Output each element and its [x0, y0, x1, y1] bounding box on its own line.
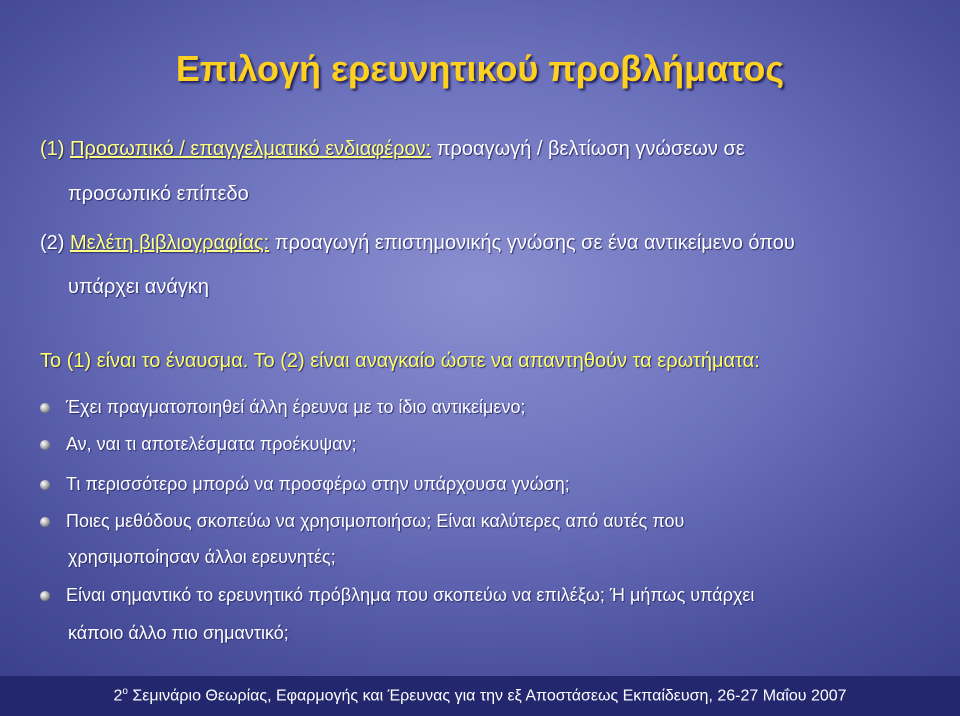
point-1-link[interactable]: Προσωπικό / επαγγελματικό ενδιαφέρον:: [70, 138, 432, 160]
point-1-continuation: προσωπικό επίπεδο: [68, 183, 249, 205]
point-2: [40, 232, 795, 255]
point-2-link[interactable]: Μελέτη βιβλιογραφίας:: [70, 232, 270, 254]
bullet-icon: [40, 403, 50, 413]
footer-bar: [0, 676, 960, 716]
bullet-text: Ποιες μεθόδους σκοπεύω να χρησιμοποιήσω; Είναι καλύτερες από αυτές που: [66, 511, 685, 531]
bullet-item: [40, 397, 525, 418]
point-2-number: (2): [40, 232, 65, 254]
bullet-item: [40, 585, 754, 606]
bullet-text: Είναι σημαντικό το ερευνητικό πρόβλημα που σκοπεύω να επιλέξω; Ή μήπως υπάρχει: [66, 585, 755, 605]
bullet-icon: [40, 517, 50, 527]
bullet-item: [40, 474, 570, 495]
bullet-continuation: κάποιο άλλο πιο σημαντικό;: [68, 623, 289, 643]
summary-line: Το (1) είναι το έναυσμα. Το (2) είναι αναγκαίο ώστε να απαντηθούν τα ερωτήματα:: [40, 350, 760, 372]
bullet-continuation: χρησιμοποίησαν άλλοι ερευνητές;: [68, 547, 336, 567]
point-2-text: προαγωγή επιστημονικής γνώσης σε ένα αντικείμενο όπου: [269, 232, 795, 254]
point-1-text: προαγωγή / βελτίωση γνώσεων σε: [431, 138, 745, 160]
bullet-icon: [40, 591, 50, 601]
bullet-icon: [40, 440, 50, 450]
bullet-icon: [40, 480, 50, 490]
point-2-continuation: υπάρχει ανάγκη: [68, 276, 210, 298]
bullet-item: [40, 511, 684, 532]
bullet-item: [40, 434, 357, 455]
slide-title: Επιλογή ερευνητικού προβλήματος: [175, 48, 785, 89]
bullet-text: Αν, ναι τι αποτελέσματα προέκυψαν;: [66, 434, 357, 454]
bullet-text: Τι περισσότερο μπορώ να προσφέρω στην υπάρχουσα γνώση;: [66, 474, 570, 494]
point-1-number: (1): [40, 138, 65, 160]
point-1: [40, 138, 745, 161]
bullet-text: Έχει πραγματοποιηθεί άλλη έρευνα με το ίδιο αντικείμενο;: [66, 397, 526, 417]
footer-text: $2^o$ Σεμινάριο Θεωρίας, Εφαρμογής και Έρευνας για την εξ Αποστάσεως Εκπαίδευση, 26-27 Μαΐου 2007: [113, 686, 847, 705]
